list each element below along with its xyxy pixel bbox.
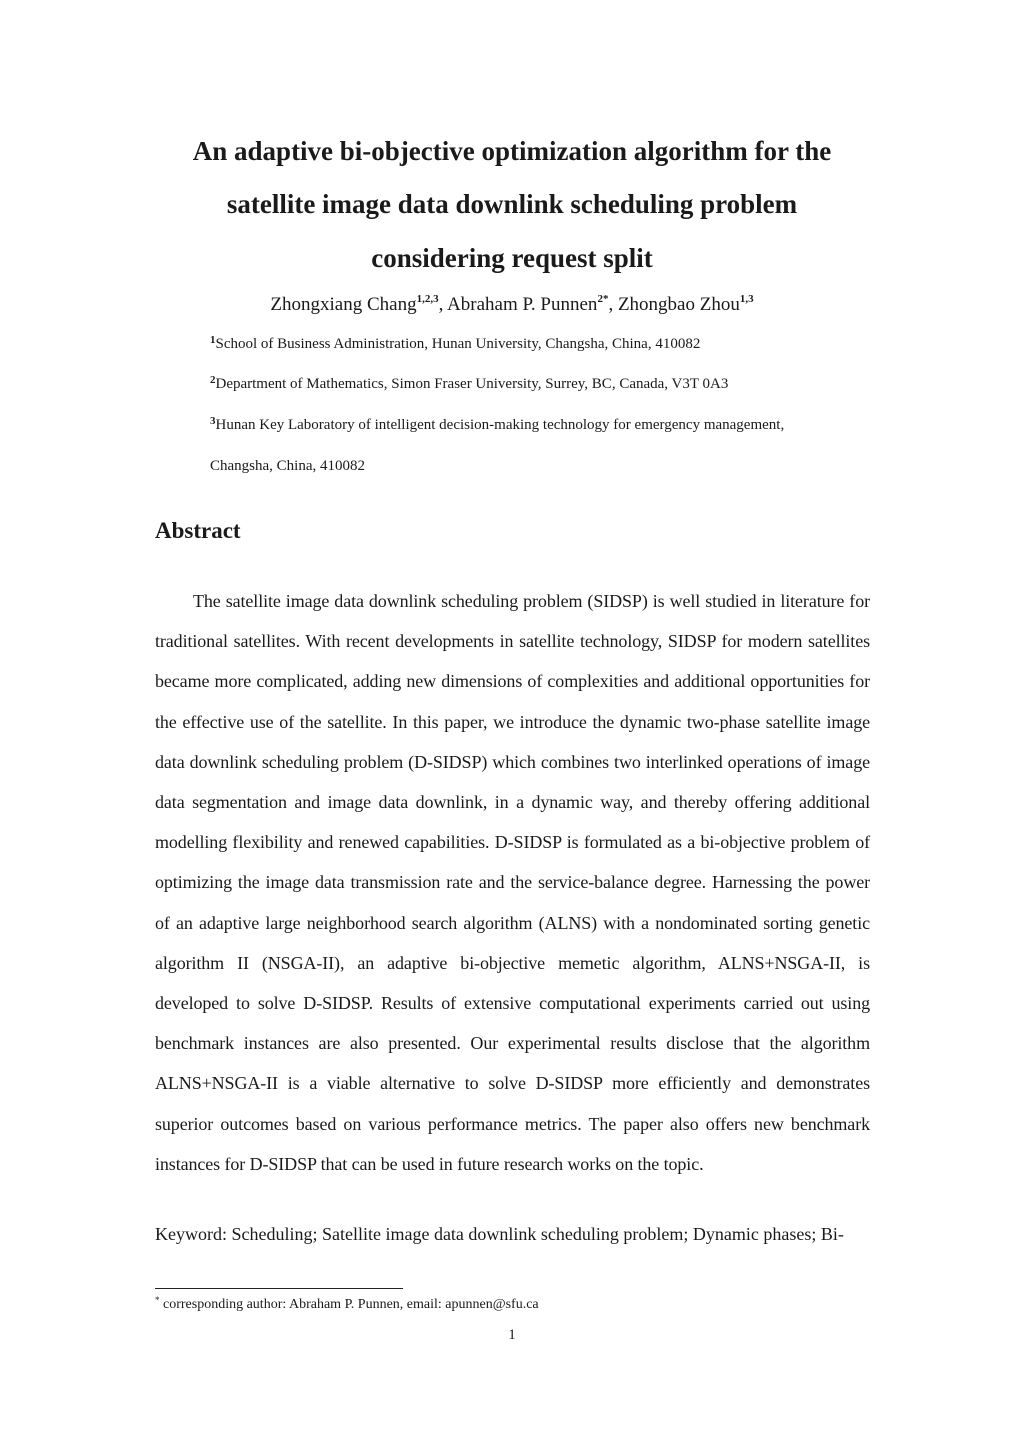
affiliation-text: Hunan Key Laboratory of intelligent decision-making technology for emergency management, [215, 417, 785, 433]
footnote-text: corresponding author: Abraham P. Punnen, email: apunnen@sfu.ca [159, 1297, 539, 1312]
paper-title-line-3: considering request split [371, 243, 653, 273]
affiliation-text: Changsha, China, 410082 [210, 458, 365, 474]
paper-title-line-1: An adaptive bi-objective optimization algorithm for the [192, 136, 832, 166]
author-name: Zhongbao Zhou [617, 294, 740, 315]
affiliation-mark: 3 [210, 415, 216, 427]
abstract-body: The satellite image data downlink scheduling problem (SIDSP) is well studied in literature for traditional satellites. With recent developments in satellite technology, SIDSP for modern satellites became more complicated, adding new dimensions of complexities and additional opportunities for the effective use of the satellite. In this paper, we introduce the dynamic two-phase satellite image data downlink scheduling problem (D-SIDSP) which combines two interlinked operations of image data segmentation and image data downlink, in a dynamic way, and thereby offering additional modelling flexibility and renewed capabilities. D-SIDSP is formulated as a bi-objective problem of optimizing the image data transmission rate and the service-balance degree. Harnessing the power of an adaptive large neighborhood search algorithm (ALNS) with a nondominated sorting genetic algorithm II (NSGA-II), an adaptive bi-objective memetic algorithm, ALNS+NSGA-II, is developed to solve D-SIDSP. Results of extensive computational experiments carried out using benchmark instances are also presented. Our experimental results disclose that the algorithm ALNS+NSGA-II is a viable alternative to solve D-SIDSP more efficiently and demonstrates superior outcomes based on various performance metrics. The paper also offers new benchmark instances for D-SIDSP that can be used in future research works on the topic. [155, 591, 870, 1174]
affiliation-mark: 1 [210, 334, 216, 346]
author-affiliation-marks: 2* [597, 293, 609, 305]
affiliation-1 [210, 336, 700, 353]
affiliation-mark: 2 [210, 374, 216, 386]
affiliation-text: School of Business Administration, Hunan University, Changsha, China, 410082 [215, 336, 701, 352]
footnote-divider [155, 1288, 403, 1289]
footnote-mark: * [155, 1295, 160, 1305]
author-list [150, 294, 874, 316]
footnote [155, 1297, 539, 1313]
author-separator: , [608, 294, 618, 315]
affiliation-2 [210, 376, 728, 393]
author-name: Abraham P. Punnen [447, 294, 598, 315]
keywords-line: Keyword: Scheduling; Satellite image data downlink scheduling problem; Dynamic phases; Bi- [155, 1224, 844, 1244]
paper-title-line-2: satellite image data downlink scheduling problem [226, 189, 798, 219]
page-number: 1 [508, 1327, 516, 1343]
affiliation-text: Department of Mathematics, Simon Fraser University, Surrey, BC, Canada, V3T 0A3 [215, 376, 729, 392]
author-name: Zhongxiang Chang [270, 294, 417, 315]
author-affiliation-marks: 1,2,3 [416, 293, 439, 305]
affiliation-3 [210, 417, 784, 434]
abstract-heading: Abstract [155, 518, 241, 543]
affiliation-3-continued [210, 458, 365, 475]
author-separator: , [438, 294, 448, 315]
author-affiliation-marks: 1,3 [739, 293, 754, 305]
